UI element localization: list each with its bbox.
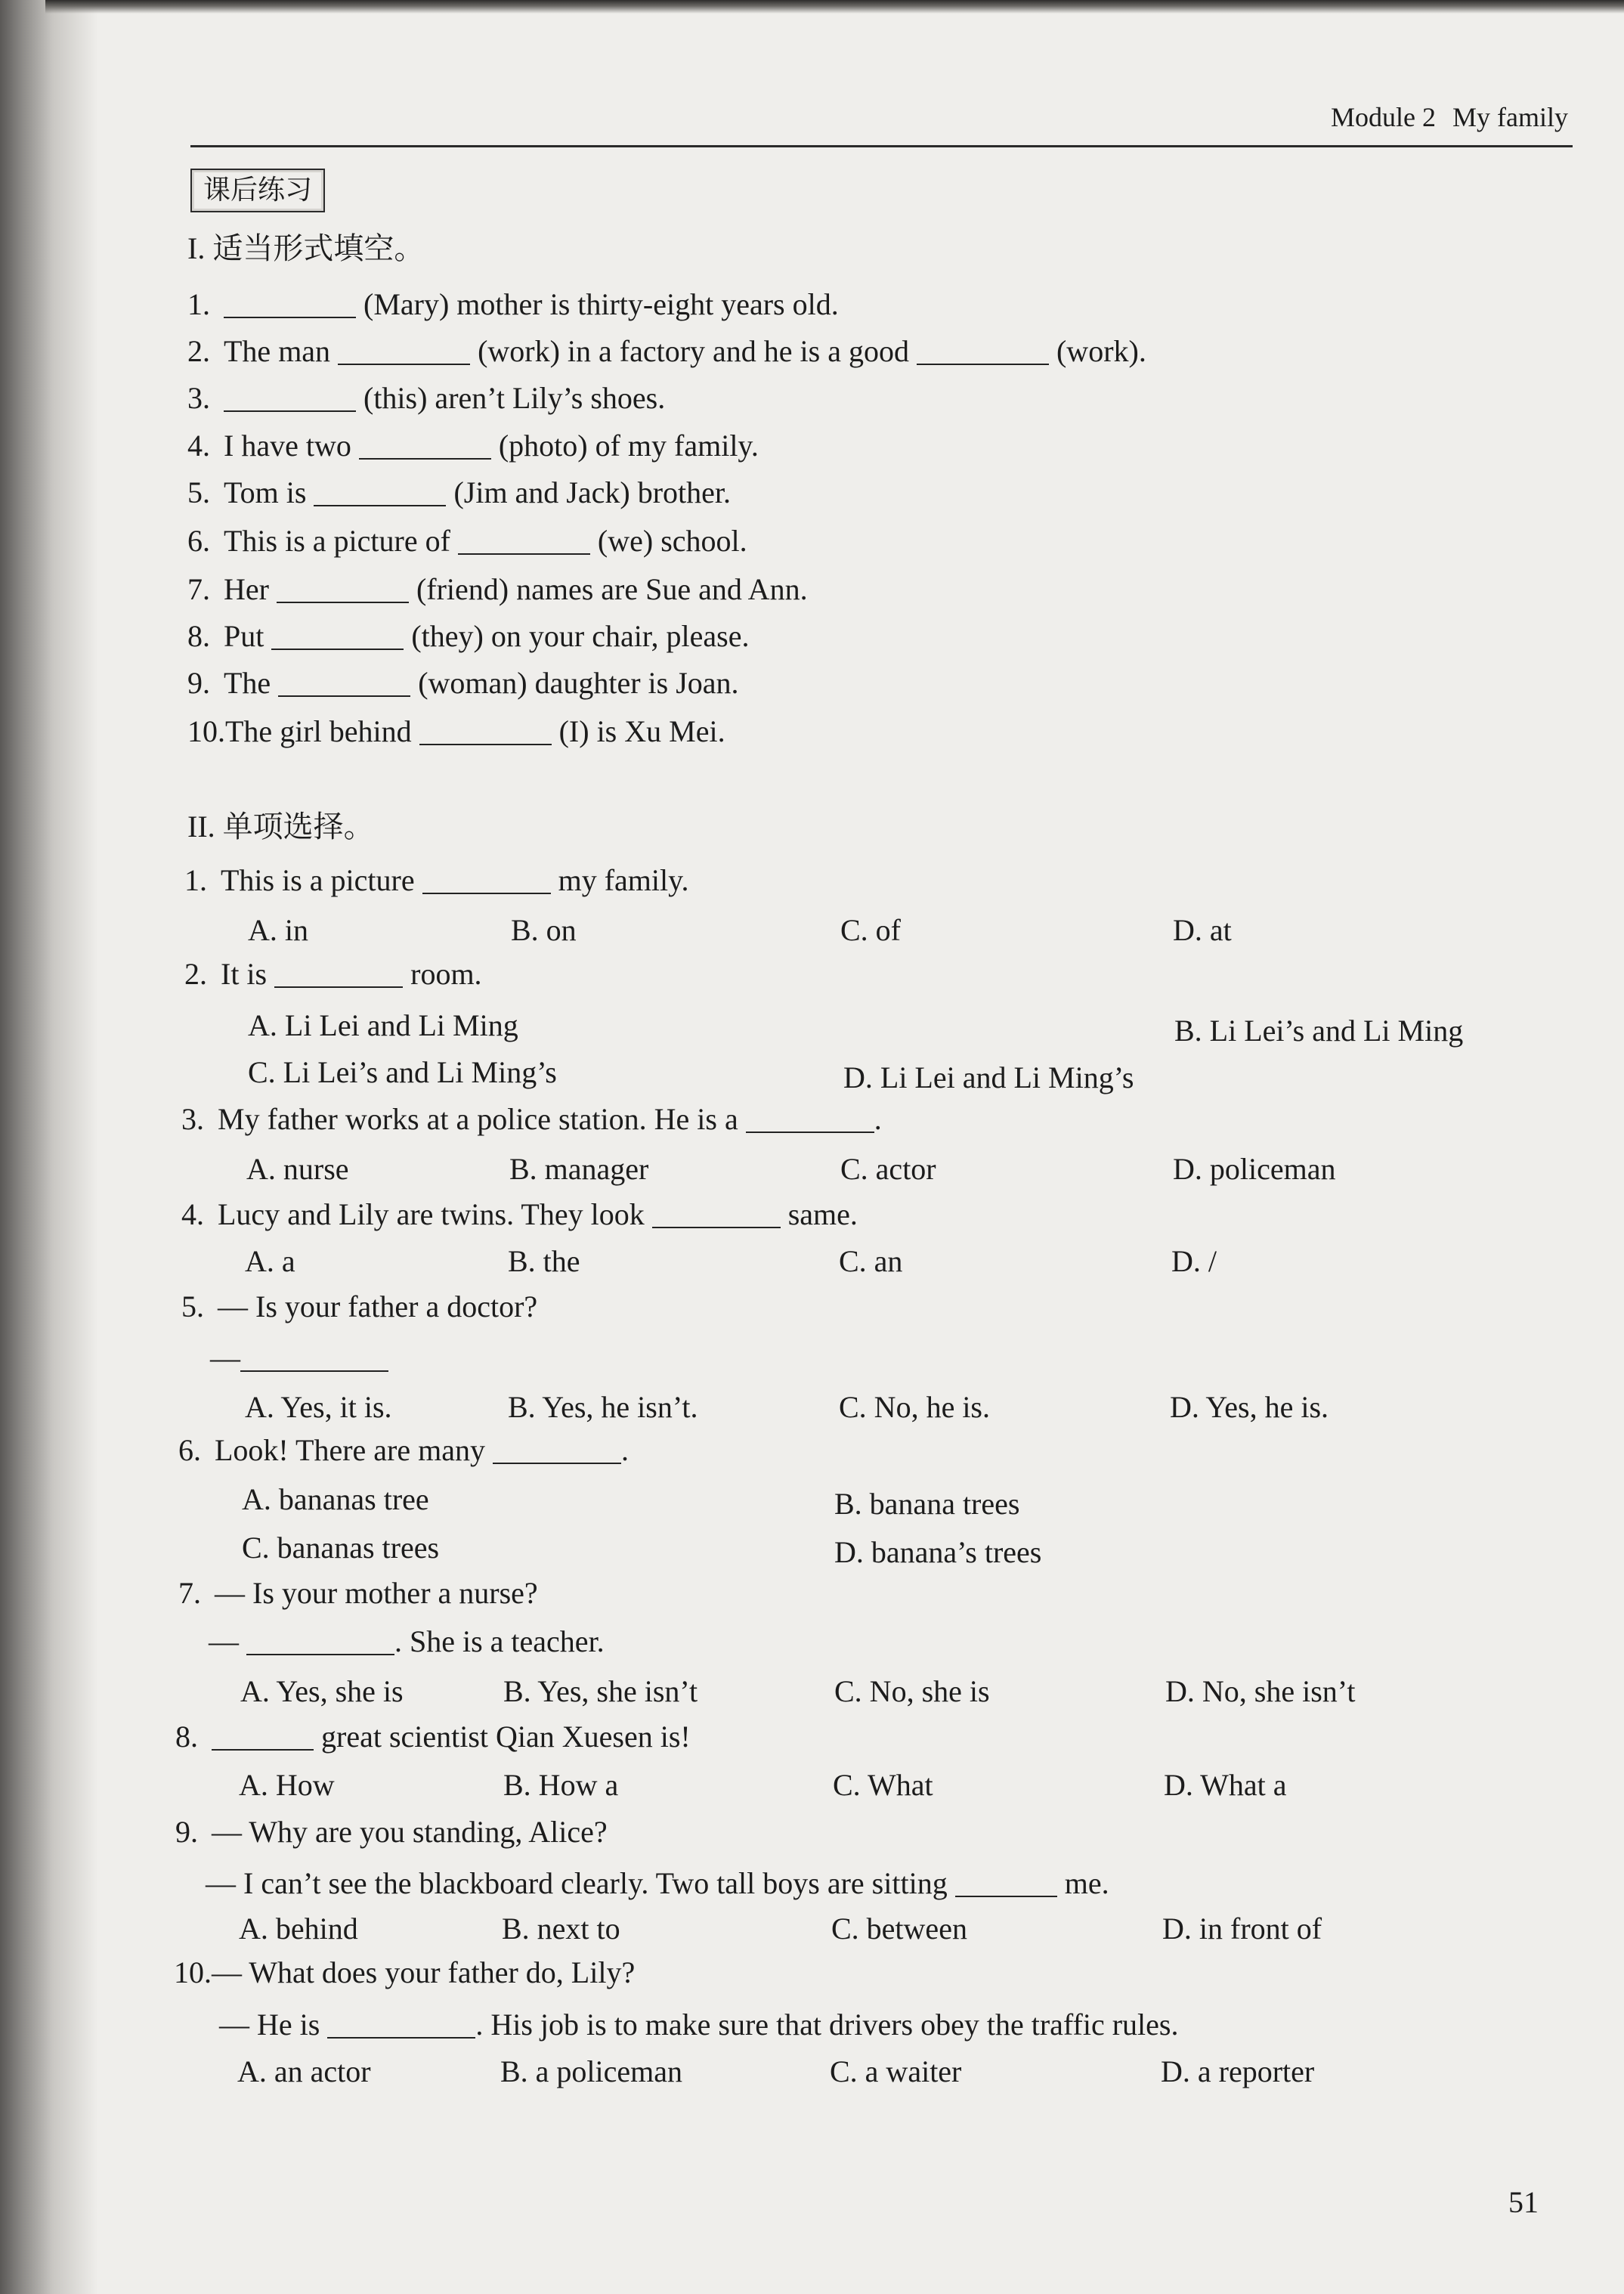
- option-b: B. manager: [509, 1152, 649, 1186]
- option-b: B. a policeman: [500, 2054, 683, 2088]
- stem-text: — Is your father a doctor?: [218, 1289, 538, 1323]
- answer-blank: [327, 2014, 475, 2039]
- header-rule: [190, 145, 1573, 147]
- answer-blank: [240, 1348, 388, 1372]
- option-a: A. Yes, she is: [240, 1674, 404, 1708]
- item-text: This is a picture of: [224, 524, 458, 558]
- answer-blank: [746, 1109, 874, 1133]
- question-number: 6.: [178, 1433, 201, 1467]
- item-text: (this) aren’t Lily’s shoes.: [356, 381, 666, 415]
- question-number: 9.: [175, 1815, 198, 1849]
- stem-text: my family.: [550, 863, 689, 897]
- dialogue-reply: [206, 1865, 1109, 1902]
- answer-blank: [955, 1873, 1057, 1897]
- module-label: Module 2: [1331, 102, 1437, 132]
- question-number: 3.: [181, 1102, 204, 1136]
- option-a: A. Yes, it is.: [245, 1390, 392, 1424]
- option-d: D. No, she isn’t: [1165, 1674, 1356, 1708]
- question-stem: [181, 1101, 882, 1138]
- book-gutter-shadow: [0, 0, 98, 2294]
- option-a: A. in: [248, 913, 308, 947]
- item-text: Her: [224, 572, 277, 606]
- question-stem: [181, 1197, 858, 1233]
- answer-blank: [458, 531, 590, 555]
- item-text: The: [224, 666, 279, 700]
- option-c: C. an: [839, 1244, 903, 1278]
- option-d: D. What a: [1164, 1768, 1287, 1802]
- module-title: My family: [1452, 102, 1568, 132]
- question-stem: [184, 956, 482, 992]
- answer-blank: [274, 964, 403, 988]
- page-number: 51: [1508, 2185, 1539, 2219]
- option-a: A. How: [239, 1768, 335, 1802]
- question-number: 5.: [181, 1289, 204, 1323]
- item-number: 3.: [187, 381, 210, 415]
- item-text: (woman) daughter is Joan.: [410, 666, 739, 700]
- answer-blank: [493, 1440, 621, 1464]
- option-c: C. No, she is: [834, 1674, 990, 1708]
- stem-text: .: [874, 1102, 882, 1136]
- reply-text: — I can’t see the blackboard clearly. Two tall boys are sitting: [206, 1866, 955, 1900]
- item-number: 8.: [187, 619, 210, 653]
- answer-blank: [278, 673, 410, 697]
- fill-item: [187, 618, 749, 655]
- question-number: 10.: [174, 1955, 212, 1989]
- item-text: The man: [224, 334, 339, 368]
- item-text: (work).: [1048, 334, 1146, 368]
- item-text: Put: [224, 619, 272, 653]
- option-d: D. /: [1171, 1244, 1217, 1278]
- fill-item: [187, 523, 747, 559]
- stem-text: This is a picture: [221, 863, 422, 897]
- fill-item: [187, 714, 725, 750]
- item-text: The girl behind: [225, 714, 419, 748]
- fill-item: [187, 428, 759, 464]
- option-a: A. behind: [239, 1912, 358, 1946]
- stem-text: room.: [403, 957, 482, 991]
- option-d: D. banana’s trees: [834, 1535, 1042, 1569]
- item-number: 2.: [187, 334, 210, 368]
- option-d: D. in front of: [1162, 1912, 1322, 1946]
- reply-text: —: [209, 1624, 246, 1658]
- option-b: B. Li Lei’s and Li Ming: [1174, 1014, 1464, 1048]
- option-b: B. on: [511, 913, 577, 947]
- option-c: C. actor: [840, 1152, 936, 1186]
- answer-blank: [246, 1631, 394, 1655]
- stem-text: .: [621, 1433, 629, 1467]
- question-stem: [184, 862, 689, 899]
- option-b: B. banana trees: [834, 1487, 1020, 1521]
- option-c: C. What: [833, 1768, 933, 1802]
- answer-blank: [359, 435, 491, 460]
- reply-text: . His job is to make sure that drivers obey the traffic rules.: [475, 2008, 1179, 2042]
- stem-text: great scientist Qian Xuesen is!: [314, 1720, 691, 1754]
- fill-item: [187, 665, 739, 701]
- reply-text: . She is a teacher.: [394, 1624, 605, 1658]
- option-d: D. at: [1173, 913, 1232, 947]
- dialogue-reply: [209, 1624, 605, 1660]
- option-d: D. a reporter: [1161, 2054, 1315, 2088]
- option-a: A. a: [245, 1244, 295, 1278]
- answer-blank: [338, 341, 470, 365]
- question-stem: [181, 1289, 537, 1325]
- question-stem: [175, 1719, 691, 1755]
- option-a: A. an actor: [237, 2054, 371, 2088]
- stem-text: It is: [221, 957, 275, 991]
- question-number: 2.: [184, 957, 207, 991]
- option-b: B. How a: [503, 1768, 619, 1802]
- question-stem: [175, 1814, 608, 1850]
- answer-blank: [271, 626, 404, 650]
- top-edge-shadow: [45, 0, 1624, 14]
- answer-blank: [277, 579, 409, 603]
- part2-heading: II. 单项选择。: [187, 810, 374, 844]
- option-c: C. of: [840, 913, 901, 947]
- item-number: 5.: [187, 475, 210, 509]
- answer-blank: [314, 482, 446, 506]
- exercise-label-box: 课后练习: [190, 169, 325, 212]
- stem-text: My father works at a police station. He is a: [218, 1102, 746, 1136]
- item-number: 6.: [187, 524, 210, 558]
- question-number: 4.: [181, 1197, 204, 1231]
- option-b: B. next to: [502, 1912, 620, 1946]
- option-c: C. between: [831, 1912, 967, 1946]
- item-text: (they) on your chair, please.: [404, 619, 750, 653]
- answer-blank: [224, 388, 356, 412]
- answer-blank: [652, 1204, 781, 1228]
- option-b: B. the: [508, 1244, 580, 1278]
- stem-text: — Is your mother a nurse?: [215, 1576, 538, 1610]
- item-number: 1.: [187, 287, 210, 321]
- running-header: [1331, 99, 1568, 135]
- item-text: (we) school.: [589, 524, 747, 558]
- dialogue-reply: [210, 1340, 388, 1376]
- question-stem: [178, 1575, 538, 1611]
- reply-text: me.: [1056, 1866, 1109, 1900]
- item-text: (friend) names are Sue and Ann.: [408, 572, 808, 606]
- fill-item: [187, 475, 731, 511]
- item-text: I have two: [224, 429, 359, 463]
- fill-item: [187, 286, 839, 323]
- item-number: 4.: [187, 429, 210, 463]
- reply-text: —: [210, 1341, 240, 1375]
- item-number: 10.: [187, 714, 225, 748]
- part1-heading: I. 适当形式填空。: [187, 231, 425, 265]
- option-a: A. Li Lei and Li Ming: [248, 1008, 518, 1042]
- stem-text: Look! There are many: [215, 1433, 493, 1467]
- question-stem: [174, 1955, 635, 1991]
- question-number: 8.: [175, 1720, 198, 1754]
- stem-text: same.: [780, 1197, 858, 1231]
- item-text: (work) in a factory and he is a good: [470, 334, 917, 368]
- dialogue-reply: [219, 2007, 1178, 2043]
- answer-blank: [422, 870, 551, 894]
- reply-text: — He is: [219, 2008, 328, 2042]
- option-c: C. bananas trees: [242, 1531, 440, 1565]
- item-number: 9.: [187, 666, 210, 700]
- item-text: (Jim and Jack) brother.: [446, 475, 731, 509]
- fill-item: [187, 571, 808, 608]
- option-a: A. bananas tree: [242, 1482, 429, 1516]
- item-text: (photo) of my family.: [490, 429, 759, 463]
- item-text: (Mary) mother is thirty-eight years old.: [356, 287, 839, 321]
- question-number: 1.: [184, 863, 207, 897]
- option-d: D. Yes, he is.: [1170, 1390, 1329, 1424]
- answer-blank: [917, 341, 1049, 365]
- stem-text: — What does your father do, Lily?: [212, 1955, 636, 1989]
- fill-item: [187, 380, 665, 416]
- option-b: B. Yes, he isn’t.: [508, 1390, 698, 1424]
- answer-blank: [224, 294, 356, 318]
- option-c: C. No, he is.: [839, 1390, 990, 1424]
- item-number: 7.: [187, 572, 210, 606]
- answer-blank: [419, 721, 552, 745]
- question-number: 7.: [178, 1576, 201, 1610]
- option-c: C. a waiter: [830, 2054, 962, 2088]
- item-text: (I) is Xu Mei.: [551, 714, 725, 748]
- stem-text: Lucy and Lily are twins. They look: [218, 1197, 652, 1231]
- fill-item: [187, 333, 1146, 370]
- question-stem: [178, 1432, 629, 1469]
- option-b: B. Yes, she isn’t: [503, 1674, 698, 1708]
- option-a: A. nurse: [246, 1152, 349, 1186]
- item-text: Tom is: [224, 475, 314, 509]
- stem-text: — Why are you standing, Alice?: [212, 1815, 608, 1849]
- option-d: D. policeman: [1173, 1152, 1336, 1186]
- answer-blank: [212, 1726, 314, 1751]
- option-d: D. Li Lei and Li Ming’s: [843, 1060, 1134, 1094]
- option-c: C. Li Lei’s and Li Ming’s: [248, 1055, 557, 1089]
